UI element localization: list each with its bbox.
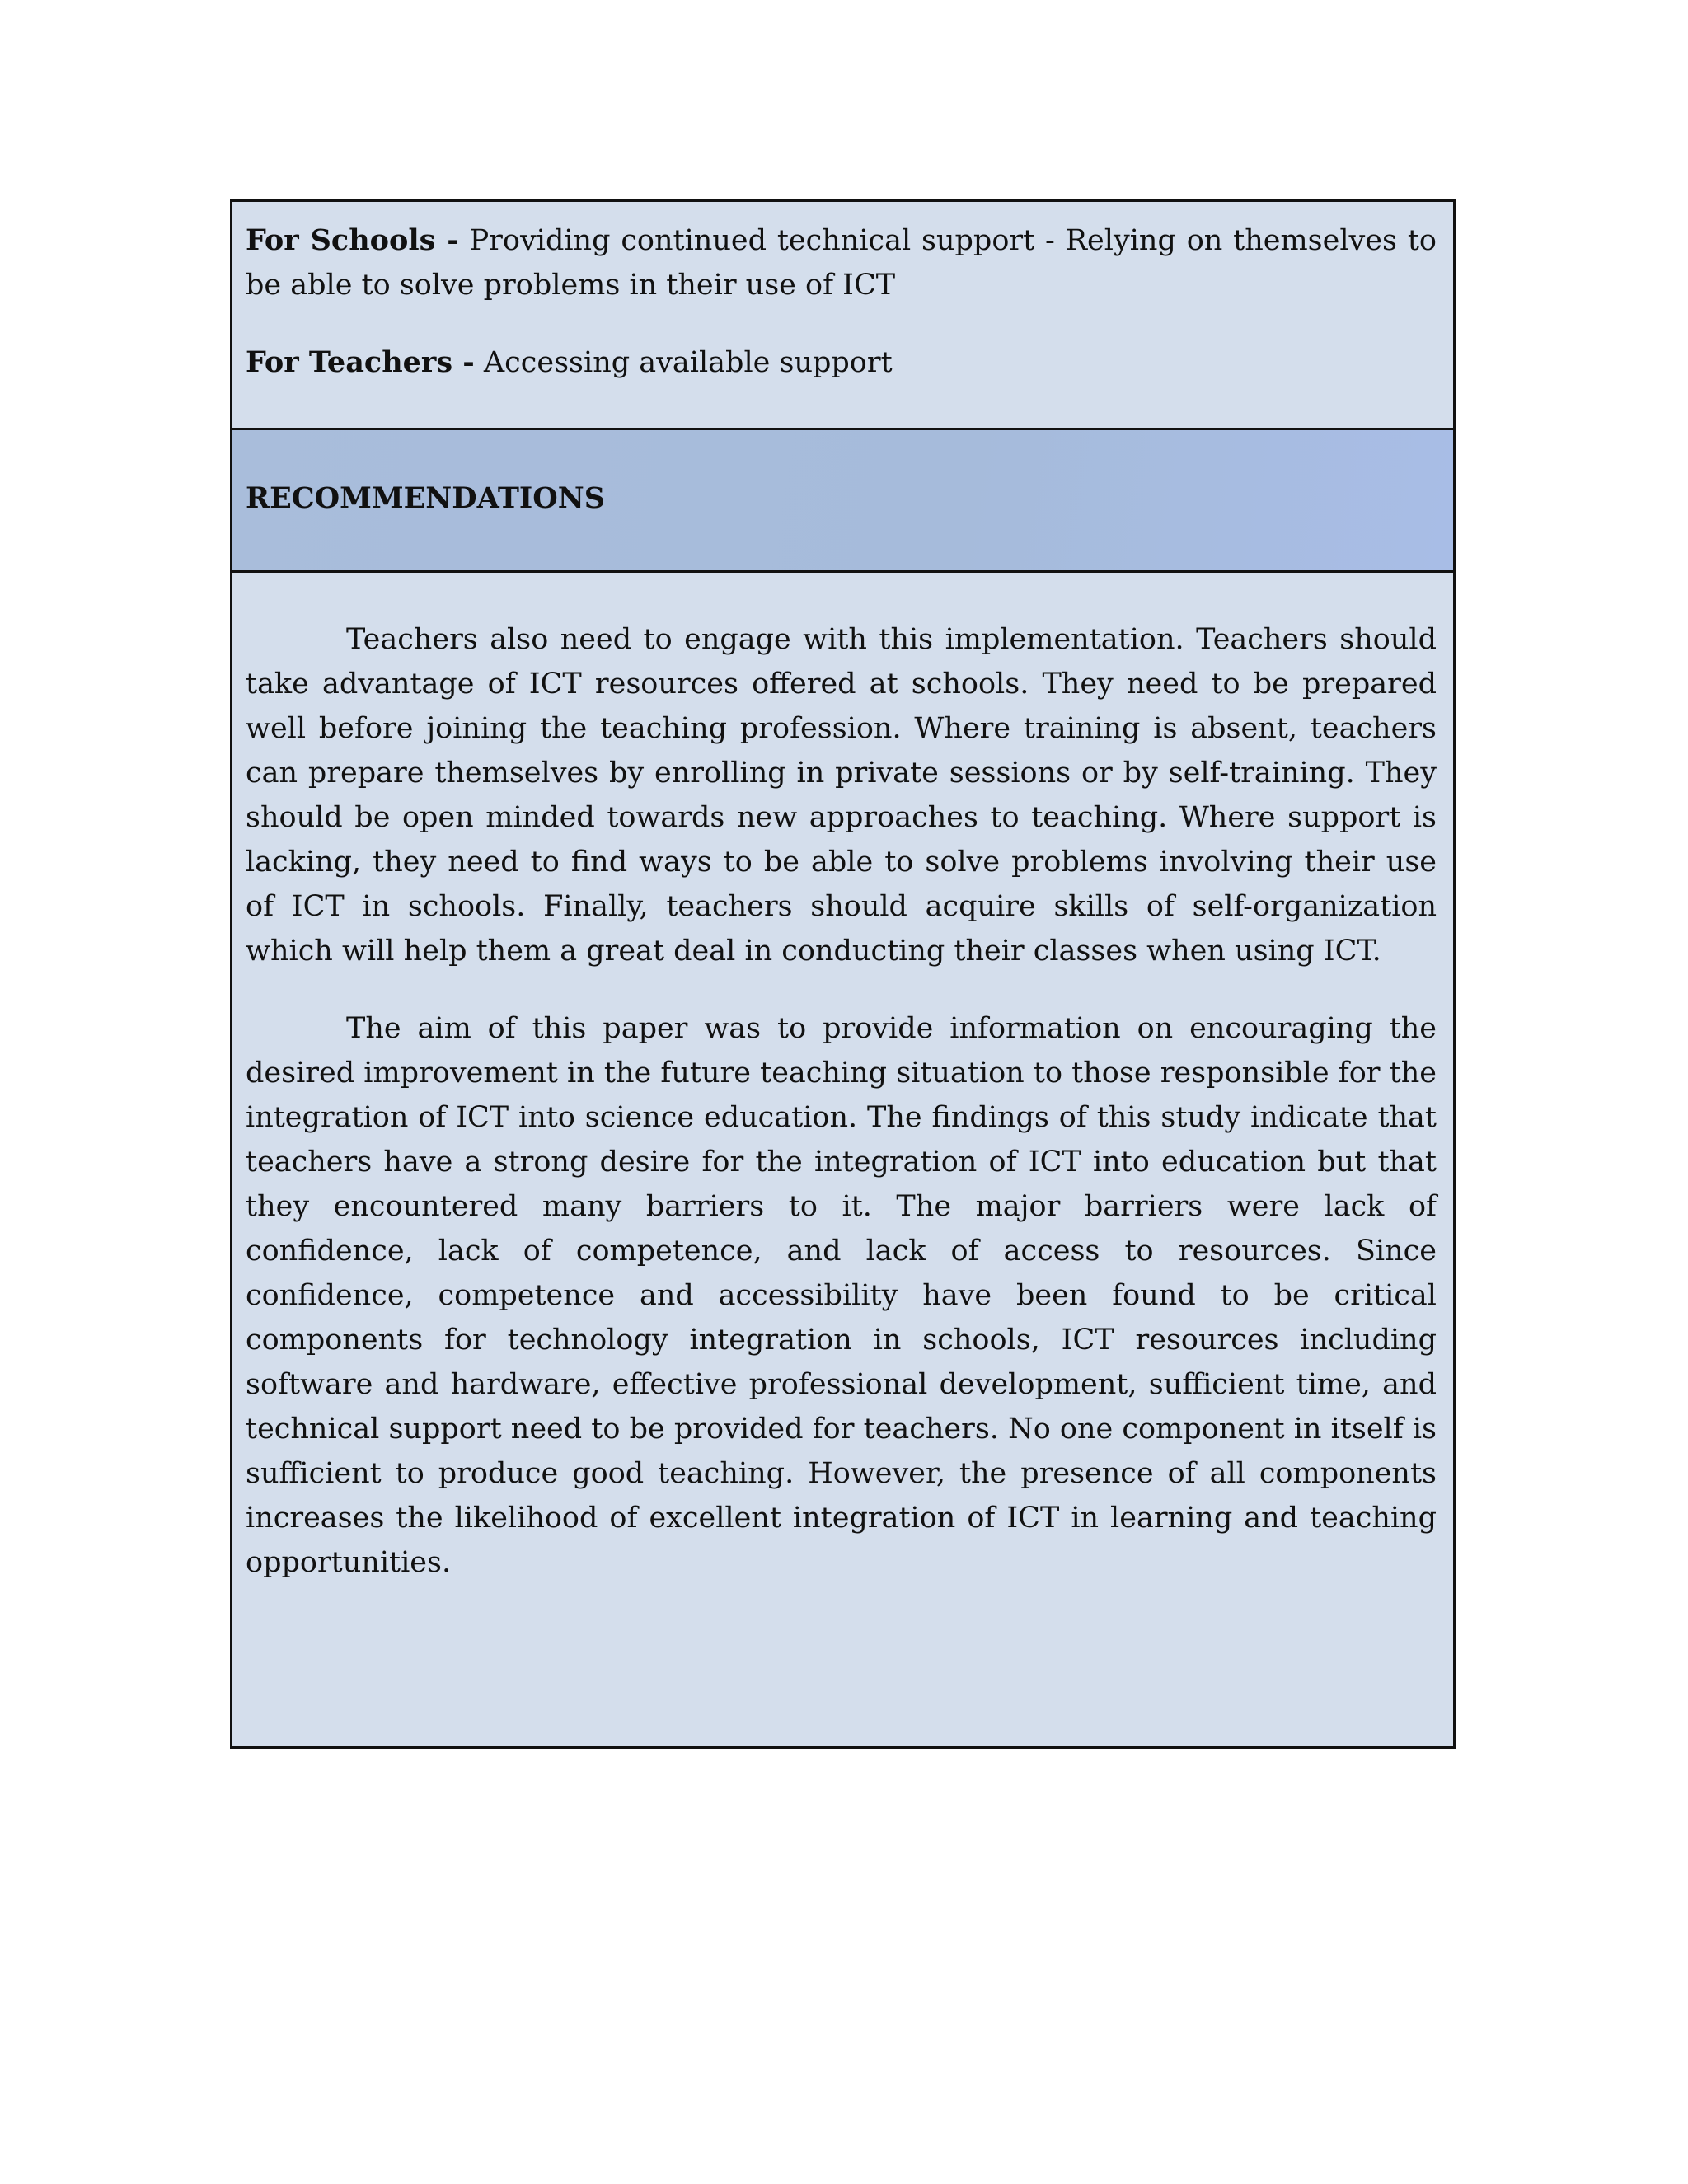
support-section xyxy=(232,202,1453,430)
recommendations-heading: RECOMMENDATIONS xyxy=(246,481,606,515)
recommendations-header xyxy=(232,430,1453,573)
schools-support-paragraph xyxy=(246,218,1437,307)
recommendations-paragraph-1: Teachers also need to engage with this implementation. Teachers should take advantage of ICT resources offered at schools. They need to be prepared well before joining the teaching profession. Where training is absent, teachers can prepare themselves by enrolling in private sessions or by self-training. They should be open minded towards new approaches to teaching. Where support is lacking, they need to find ways to be able to solve problems involving their use of ICT in schools. Finally, teachers should acquire skills of self-organization which will help them a great deal in conducting their classes when using ICT. xyxy=(246,623,1437,968)
recommendations-paragraph-2: The aim of this paper was to provide information on encouraging the desired improvement in the future teaching situation to those responsible for the integration of ICT into science education. The findings of this study indicate that teachers have a strong desire for the integration of ICT into education but that they encountered many barriers to it. The major barriers were lack of confidence, lack of competence, and lack of access to resources. Since confidence, competence and accessibility have been found to be critical components for technology integration in schools, ICT resources including software and hardware, effective professional development, sufficient time, and technical support need to be provided for teachers. No one component in itself is sufficient to produce good teaching. However, the presence of all components increases the likelihood of excellent integration of ICT in learning and teaching opportunities. xyxy=(246,1012,1437,1579)
document-table xyxy=(230,199,1456,1749)
schools-support-text: Providing continued technical support - Relying on themselves to be able to solve problems in their use of ICT xyxy=(246,224,1437,302)
teachers-label: For Teachers - xyxy=(246,345,475,379)
recommendations-body xyxy=(232,573,1453,1746)
teachers-support-text: Accessing available support xyxy=(483,346,893,379)
teachers-support-paragraph xyxy=(246,340,1437,385)
schools-label: For Schools - xyxy=(246,223,459,257)
